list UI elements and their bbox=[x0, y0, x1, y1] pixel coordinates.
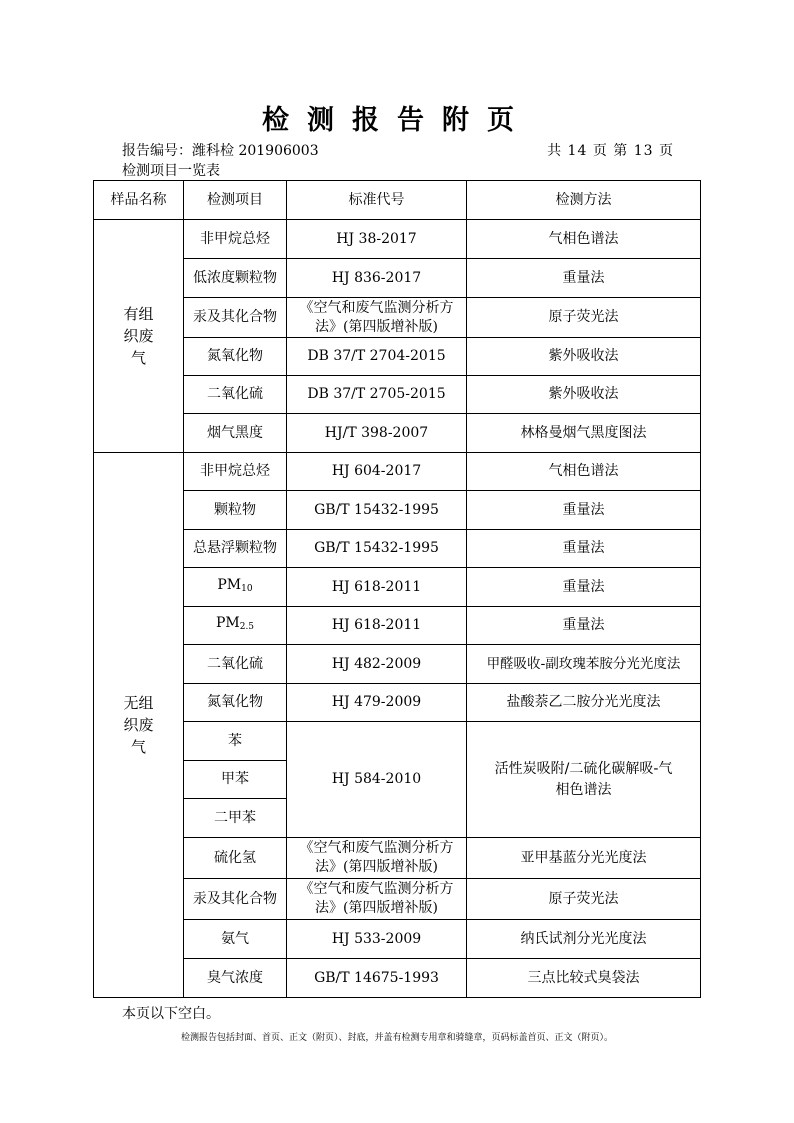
pm-subscript: 2.5 bbox=[239, 622, 255, 632]
table-row bbox=[94, 920, 701, 959]
table-row bbox=[94, 338, 701, 376]
method-cell: 盐酸萘乙二胺分光光度法 bbox=[467, 684, 701, 722]
item-cell: 氮氧化物 bbox=[184, 684, 287, 722]
standard-cell bbox=[287, 298, 467, 338]
standard-cell: DB 37/T 2704-2015 bbox=[287, 338, 467, 376]
column-header-standard: 标准代号 bbox=[287, 181, 467, 220]
item-cell: 苯 bbox=[184, 722, 287, 761]
method-cell: 紫外吸收法 bbox=[467, 376, 701, 414]
method-cell: 纳氏试剂分光光度法 bbox=[467, 920, 701, 959]
method-cell: 重量法 bbox=[467, 530, 701, 568]
standard-cell: HJ 836-2017 bbox=[287, 259, 467, 298]
pm-subscript: 10 bbox=[241, 583, 253, 594]
pm-label: PM bbox=[217, 576, 242, 593]
standard-cell: HJ 479-2009 bbox=[287, 684, 467, 722]
item-cell: 颗粒物 bbox=[184, 491, 287, 530]
method-cell: 原子荧光法 bbox=[467, 298, 701, 338]
method-cell: 重量法 bbox=[467, 491, 701, 530]
item-cell: 氨气 bbox=[184, 920, 287, 959]
table-header-row bbox=[94, 181, 701, 220]
standard-cell bbox=[287, 838, 467, 879]
standard-cell: HJ 482-2009 bbox=[287, 645, 467, 684]
footer-note: 检测报告包括封面、首页、正文（附页）、封底，并盖有检测专用章和骑缝章，页码标盖首页、正文（附页）。 bbox=[180, 1033, 613, 1043]
item-cell: 二甲苯 bbox=[184, 799, 287, 838]
item-cell: 低浓度颗粒物 bbox=[184, 259, 287, 298]
table-row bbox=[94, 722, 701, 761]
table-row bbox=[94, 645, 701, 684]
sample-group-organized bbox=[94, 220, 184, 453]
method-text: 活性炭吸附/二硫化碳解吸-气相色谱法 bbox=[494, 760, 673, 798]
blank-below-note: 本页以下空白。 bbox=[122, 1006, 220, 1022]
standard-cell: HJ 584-2010 bbox=[287, 722, 467, 838]
item-cell bbox=[184, 607, 287, 645]
method-cell: 重量法 bbox=[467, 607, 701, 645]
item-cell bbox=[184, 568, 287, 607]
table-row bbox=[94, 453, 701, 491]
standard-cell: DB 37/T 2705-2015 bbox=[287, 376, 467, 414]
table-row bbox=[94, 259, 701, 298]
sample-group-unorganized bbox=[94, 453, 184, 998]
standard-cell: HJ/T 398-2007 bbox=[287, 414, 467, 453]
method-cell: 三点比较式臭袋法 bbox=[467, 959, 701, 998]
table-row bbox=[94, 298, 701, 338]
method-cell: 林格曼烟气黑度图法 bbox=[467, 414, 701, 453]
table-row bbox=[94, 607, 701, 645]
standard-text: 《空气和废气监测分析方法》(第四版增补版) bbox=[299, 299, 454, 335]
standard-cell: HJ 618-2011 bbox=[287, 568, 467, 607]
sample-group-label: 有组织废气 bbox=[123, 305, 154, 367]
report-number-label: 报告编号： bbox=[122, 143, 192, 159]
method-cell: 紫外吸收法 bbox=[467, 338, 701, 376]
item-cell: 总悬浮颗粒物 bbox=[184, 530, 287, 568]
test-items-table bbox=[93, 180, 701, 998]
table-row bbox=[94, 376, 701, 414]
table-row bbox=[94, 684, 701, 722]
method-cell: 重量法 bbox=[467, 568, 701, 607]
method-cell: 气相色谱法 bbox=[467, 453, 701, 491]
column-header-sample: 样品名称 bbox=[94, 181, 184, 220]
item-cell: 汞及其化合物 bbox=[184, 879, 287, 920]
report-number-value: 潍科检 201906003 bbox=[192, 143, 319, 159]
item-cell: 二氧化硫 bbox=[184, 645, 287, 684]
pm-label: PM bbox=[215, 615, 240, 631]
method-cell: 气相色谱法 bbox=[467, 220, 701, 259]
item-cell: 非甲烷总烃 bbox=[184, 453, 287, 491]
table-row bbox=[94, 491, 701, 530]
page-title: 检测报告附页 bbox=[262, 105, 532, 136]
table-row bbox=[94, 568, 701, 607]
standard-cell: HJ 533-2009 bbox=[287, 920, 467, 959]
standard-cell: GB/T 15432-1995 bbox=[287, 491, 467, 530]
standard-cell: GB/T 15432-1995 bbox=[287, 530, 467, 568]
table-row bbox=[94, 838, 701, 879]
item-cell: 硫化氢 bbox=[184, 838, 287, 879]
method-cell: 原子荧光法 bbox=[467, 879, 701, 920]
table-row bbox=[94, 879, 701, 920]
method-cell: 重量法 bbox=[467, 259, 701, 298]
standard-cell: HJ 38-2017 bbox=[287, 220, 467, 259]
standard-cell: HJ 604-2017 bbox=[287, 453, 467, 491]
standard-cell bbox=[287, 879, 467, 920]
column-header-method: 检测方法 bbox=[467, 181, 701, 220]
item-cell: 烟气黑度 bbox=[184, 414, 287, 453]
item-cell: 非甲烷总烃 bbox=[184, 220, 287, 259]
standard-text: 《空气和废气监测分析方法》(第四版增补版) bbox=[299, 840, 454, 875]
method-cell: 甲醛吸收-副玫瑰苯胺分光光度法 bbox=[467, 645, 701, 684]
report-number bbox=[122, 140, 319, 160]
item-cell: 甲苯 bbox=[184, 761, 287, 799]
table-row bbox=[94, 530, 701, 568]
column-header-item: 检测项目 bbox=[184, 181, 287, 220]
item-cell: 氮氧化物 bbox=[184, 338, 287, 376]
standard-text: 《空气和废气监测分析方法》(第四版增补版) bbox=[299, 881, 454, 916]
method-cell bbox=[467, 722, 701, 838]
item-cell: 二氧化硫 bbox=[184, 376, 287, 414]
page-info: 共 14 页 第 13 页 bbox=[547, 143, 674, 159]
standard-cell: GB/T 14675-1993 bbox=[287, 959, 467, 998]
item-cell: 臭气浓度 bbox=[184, 959, 287, 998]
table-subtitle: 检测项目一览表 bbox=[122, 163, 220, 179]
item-cell: 汞及其化合物 bbox=[184, 298, 287, 338]
standard-cell: HJ 618-2011 bbox=[287, 607, 467, 645]
method-cell: 亚甲基蓝分光光度法 bbox=[467, 838, 701, 879]
sample-group-label: 无组织废气 bbox=[123, 694, 154, 756]
table-row bbox=[94, 220, 701, 259]
table-row bbox=[94, 414, 701, 453]
table-row bbox=[94, 959, 701, 998]
